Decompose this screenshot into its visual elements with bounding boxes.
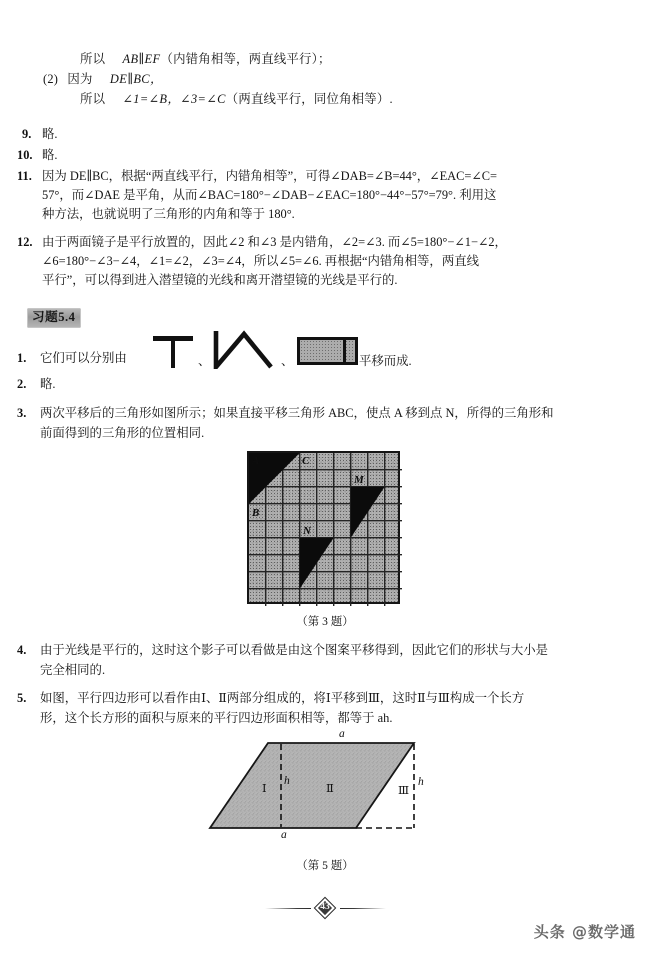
exercise-3-line-2: 前面得到的三角形的位置相同. (40, 426, 205, 440)
parallelogram-label-part-1: Ⅰ (262, 783, 267, 795)
item-12-line-2: ∠6=180°−∠3−∠4，∠1=∠2，∠3=∠4，所以∠5=∠6. 再根据“内错角相等，两直线 (42, 254, 479, 268)
parallelogram-label-part-3: Ⅲ (398, 785, 410, 797)
item-10-line-1: 略. (42, 148, 58, 162)
grid-vertex-label-a: A (252, 455, 260, 467)
answer-math-3: ∠1=∠B，∠3=∠C (122, 92, 226, 106)
grid-vertex-label-m: M (354, 474, 364, 486)
page-number: 43 (320, 902, 330, 913)
answer-line-so-ab-ef (80, 50, 331, 68)
exercise-4-line-1: 由于光线是平行的，这时这个影子可以看做是由这个图案平移得到，因此它们的形状与大小是 (40, 643, 549, 657)
answer-lead-2: 因为 (67, 72, 93, 86)
item-number-9: 9. (22, 127, 32, 141)
figure-5-caption: （第 5 题） (296, 860, 354, 872)
exercise-number-1: 1. (17, 351, 27, 365)
parallelogram-label-top-a: a (339, 728, 345, 740)
ornament-diamond (312, 899, 339, 918)
figure-grid-translation (247, 451, 400, 604)
tee-shape-icon (153, 336, 193, 368)
ornament-rule-left (265, 908, 311, 909)
grid-vertex-label-n: N (303, 525, 311, 537)
item-12-line-1: 由于两面镜子是平行放置的，因此∠2 和∠3 是内错角，∠2=∠3. 而∠5=180°−∠1−∠2， (42, 235, 507, 249)
answer-line-3-so-angles (80, 90, 393, 108)
item-12-line-3: 平行”，可以得到进入潜望镜的光线和离开潜望镜的光线是平行的. (42, 273, 398, 287)
exercise-3-line-1: 两次平移后的三角形如图所示；如果直接平移三角形 ABC，使点 A 移到点 N，所得的三角形和 (40, 406, 554, 420)
vee-shape-icon (213, 329, 275, 369)
exercise-1-separator-1: 、 (198, 354, 211, 368)
exercise-4-line-2: 完全相同的. (40, 663, 106, 677)
parallelogram-label-bottom-a: a (281, 829, 287, 841)
item-9-line-1: 略. (42, 127, 58, 141)
figure-parallelogram-area (208, 730, 448, 842)
page-number-ornament (0, 893, 650, 923)
item-number-12: 12. (17, 235, 33, 249)
answer-math-1: AB∥EF (122, 52, 161, 66)
section-header-exercise-5-4: 习题5.4 (28, 309, 80, 327)
exercise-5-line-2: 形，这个长方形的面积与原来的平行四边形面积相等，都等于 ah. (40, 711, 393, 725)
exercise-number-4: 4. (17, 643, 27, 657)
exercise-1-text-after: 平移而成. (359, 354, 412, 368)
answer-lead-1: 所以 (80, 52, 106, 66)
answer-sublabel-2: (2) (43, 72, 59, 86)
figure-3-caption: （第 3 题） (296, 616, 354, 628)
framed-rectangle-shape-icon (297, 337, 358, 365)
watermark-text: 头条 @数学通 (533, 923, 636, 941)
item-number-10: 10. (17, 148, 33, 162)
exercise-number-3: 3. (17, 406, 27, 420)
exercise-5-line-1: 如图，平行四边形可以看作由Ⅰ、Ⅱ两部分组成的，将Ⅰ平移到Ⅲ，这时Ⅱ与Ⅲ构成一个长方 (40, 691, 525, 705)
item-number-11: 11. (17, 169, 32, 183)
item-11-line-3: 种方法，也就说明了三角形的内角和等于 180°. (42, 207, 295, 221)
parallelogram-label-inner-h: h (284, 775, 290, 787)
item-11-line-2: 57°，而∠DAE 是平角，从而∠BAC=180°−∠DAB−∠EAC=180°−44°−57°=79°. 利用这 (42, 188, 497, 202)
item-11-line-1: 因为 DE∥BC，根据“两直线平行，内错角相等”，可得∠DAB=∠B=44°，∠EAC=∠C= (42, 169, 497, 183)
grid-vertex-label-b: B (252, 507, 260, 519)
exercise-number-2: 2. (17, 377, 27, 391)
answer-tail-1: （内错角相等，两直线平行）； (160, 52, 331, 66)
ornament-rule-right (340, 908, 386, 909)
grid-figure-svg (247, 451, 404, 608)
grid-vertex-label-c: C (302, 455, 310, 467)
exercise-1-text-before: 它们可以分别由 (40, 351, 127, 365)
answer-lead-3: 所以 (80, 92, 106, 106)
answer-tail-3: （两直线平行，同位角相等）. (225, 92, 393, 106)
exercise-2-line-1: 略. (40, 377, 56, 391)
answer-math-2: DE∥BC， (109, 72, 163, 86)
exercise-number-5: 5. (17, 691, 27, 705)
exercise-1-separator-2: 、 (281, 354, 294, 368)
parallelogram-label-part-2: Ⅱ (326, 783, 334, 795)
answer-line-2-because (43, 70, 163, 88)
parallelogram-label-outer-h: h (418, 776, 424, 788)
